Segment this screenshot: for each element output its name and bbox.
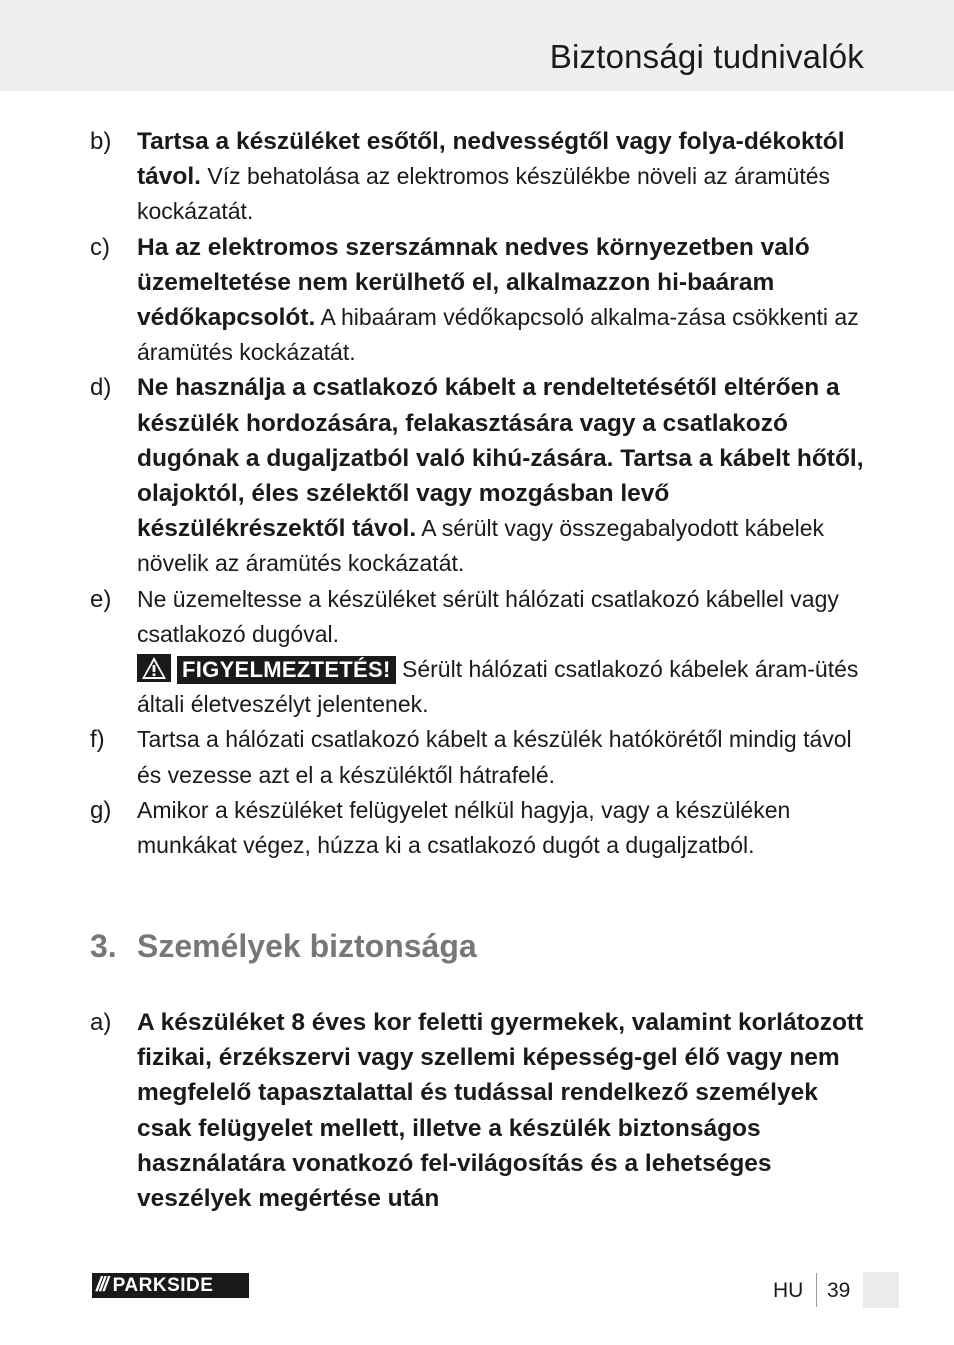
list-item-c xyxy=(90,230,870,371)
item-marker: e) xyxy=(90,585,112,613)
warning-triangle-icon xyxy=(137,654,171,682)
list-item-a xyxy=(90,1005,870,1216)
footer-divider xyxy=(816,1273,817,1307)
warning-text: Sérült hálózati csatlakozó kábelek áram-ütés általi életveszélyt jelentenek. xyxy=(137,656,859,718)
item-bold-text: Ha az elektromos szerszámnak nedves környezetben való üzemeltetése nem kerülhető el, alkalmazzon hi-baáram védőkapcsolót. xyxy=(137,233,810,332)
item-text: Víz behatolása az elektromos készülékbe növeli az áramütés kockázatát. xyxy=(137,163,830,225)
section-list xyxy=(90,1005,870,1216)
item-marker: d) xyxy=(90,374,112,402)
item-marker: f) xyxy=(90,726,105,754)
footer-language: HU xyxy=(773,1279,804,1302)
list-item-g xyxy=(90,793,870,863)
section-heading xyxy=(90,928,477,965)
footer-box xyxy=(863,1272,899,1308)
warning-line xyxy=(137,652,870,722)
list-item-b xyxy=(90,124,870,230)
safety-list xyxy=(90,124,870,863)
parkside-logo xyxy=(92,1273,249,1298)
logo-slashes: /// xyxy=(96,1274,107,1296)
logo-brand: PARKSIDE xyxy=(112,1274,214,1296)
item-marker: g) xyxy=(90,796,112,824)
page-title: Biztonsági tudnivalók xyxy=(549,38,864,75)
item-marker: c) xyxy=(90,233,110,261)
item-bold-text: A készüléket 8 éves kor feletti gyermekek, valamint korlátozott fizikai, érzékszervi vagy szellemi képesség-gel élő vagy nem megfelelő tapasztalattal és tudással rendelkező személyek csak felügyelet mellett, illetve a készülék biztonságos használatára vonatkozó fel-világosítás és a lehetséges veszélyek megértése után xyxy=(137,1009,864,1213)
warning-badge: FIGYELMEZTETÉS! xyxy=(177,656,396,684)
item-text: Ne üzemeltesse a készüléket sérült hálózati csatlakozó kábellel vagy csatlakozó dugóval. xyxy=(137,585,839,647)
item-text: Tartsa a hálózati csatlakozó kábelt a készülék hatókörétől mindig távol és vezesse azt el a készüléktől hátrafelé. xyxy=(137,726,852,788)
section-number: 3. xyxy=(90,928,117,964)
item-text: A hibaáram védőkapcsoló alkalma-zása csökkenti az áramütés kockázatát. xyxy=(137,304,859,366)
item-text: Amikor a készüléket felügyelet nélkül hagyja, vagy a készüléken munkákat végez, húzza ki a csatlakozó dugót a dugaljzatból. xyxy=(137,796,791,859)
item-marker: a) xyxy=(90,1009,112,1036)
list-item-f xyxy=(90,722,870,792)
section-title: Személyek biztonsága xyxy=(137,928,477,964)
list-item-e xyxy=(90,582,870,723)
item-text: A sérült vagy összegabalyodott kábelek növelik az áramütés kockázatát. xyxy=(137,515,825,577)
item-bold-text: Tartsa a készüléket esőtől, nedvességtől vagy folya-dékoktól távol. xyxy=(137,128,845,191)
item-bold-text: Ne használja a csatlakozó kábelt a rendeltetésétől eltérően a készülék hordozására, felakasztására vagy a csatlakozó dugónak a dugaljzatból való kihú-zására. Tartsa a kábelt hőtől, olajoktól, éles szélektől vagy mozgásban levő készülékrészektől távol. xyxy=(137,374,864,543)
page-number: 39 xyxy=(827,1279,851,1302)
list-item-d xyxy=(90,370,870,581)
item-marker: b) xyxy=(90,128,112,155)
